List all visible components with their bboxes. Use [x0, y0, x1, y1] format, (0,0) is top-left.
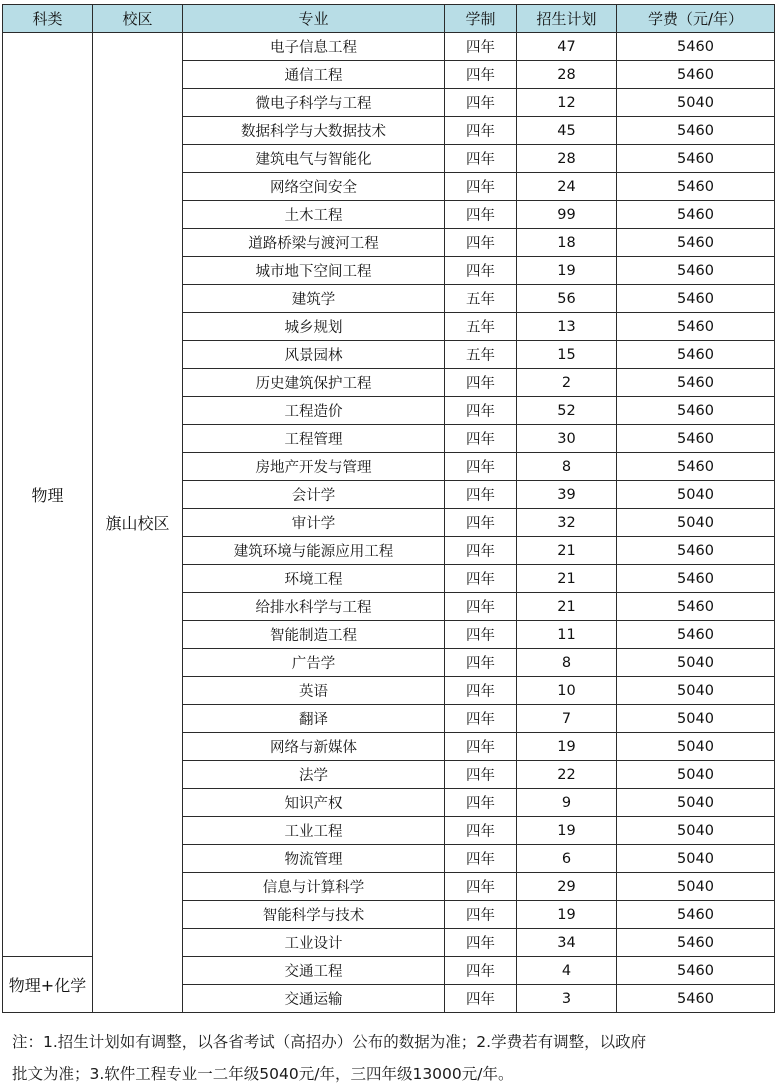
tuition-cell: 5040: [617, 89, 775, 117]
enrollment-cell: 19: [517, 733, 617, 761]
duration-cell: 四年: [445, 89, 517, 117]
duration-cell: 四年: [445, 201, 517, 229]
enrollment-cell: 19: [517, 901, 617, 929]
major-cell: 数据科学与大数据技术: [183, 117, 445, 145]
footnote: [12, 1026, 768, 1090]
tuition-cell: 5460: [617, 61, 775, 89]
enrollment-cell: 52: [517, 397, 617, 425]
tuition-cell: 5460: [617, 145, 775, 173]
enrollment-cell: 21: [517, 537, 617, 565]
duration-cell: 四年: [445, 509, 517, 537]
duration-cell: 四年: [445, 873, 517, 901]
major-cell: 风景园林: [183, 341, 445, 369]
tuition-cell: 5040: [617, 509, 775, 537]
duration-cell: 四年: [445, 369, 517, 397]
header-campus: 校区: [93, 5, 183, 33]
enrollment-cell: 18: [517, 229, 617, 257]
duration-cell: 四年: [445, 229, 517, 257]
duration-cell: 五年: [445, 313, 517, 341]
header-duration: 学制: [445, 5, 517, 33]
duration-cell: 四年: [445, 257, 517, 285]
duration-cell: 四年: [445, 481, 517, 509]
enrollment-cell: 4: [517, 957, 617, 985]
enrollment-cell: 11: [517, 621, 617, 649]
major-cell: 智能制造工程: [183, 621, 445, 649]
duration-cell: 四年: [445, 117, 517, 145]
tuition-cell: 5460: [617, 453, 775, 481]
major-cell: 环境工程: [183, 565, 445, 593]
major-cell: 广告学: [183, 649, 445, 677]
tuition-cell: 5460: [617, 201, 775, 229]
duration-cell: 四年: [445, 761, 517, 789]
tuition-cell: 5460: [617, 397, 775, 425]
tuition-cell: 5040: [617, 789, 775, 817]
tuition-cell: 5460: [617, 117, 775, 145]
enrollment-cell: 24: [517, 173, 617, 201]
duration-cell: 五年: [445, 341, 517, 369]
tuition-cell: 5460: [617, 565, 775, 593]
header-row: [3, 5, 775, 33]
enrollment-cell: 21: [517, 565, 617, 593]
enrollment-cell: 7: [517, 705, 617, 733]
table-body: [3, 33, 775, 1013]
tuition-cell: 5460: [617, 985, 775, 1013]
footnote-line-1: 注：1.招生计划如有调整，以各省考试（高招办）公布的数据为准；2.学费若有调整，以政府: [12, 1033, 647, 1051]
major-cell: 城市地下空间工程: [183, 257, 445, 285]
enrollment-cell: 21: [517, 593, 617, 621]
category-cell: 物理: [3, 33, 93, 957]
major-cell: 英语: [183, 677, 445, 705]
enrollment-cell: 28: [517, 145, 617, 173]
duration-cell: 四年: [445, 425, 517, 453]
tuition-cell: 5460: [617, 929, 775, 957]
duration-cell: 四年: [445, 621, 517, 649]
tuition-cell: 5460: [617, 957, 775, 985]
duration-cell: 四年: [445, 901, 517, 929]
category-cell: 物理+化学: [3, 957, 93, 1013]
major-cell: 电子信息工程: [183, 33, 445, 61]
duration-cell: 四年: [445, 649, 517, 677]
tuition-cell: 5040: [617, 733, 775, 761]
major-cell: 工业工程: [183, 817, 445, 845]
enrollment-cell: 28: [517, 61, 617, 89]
major-cell: 给排水科学与工程: [183, 593, 445, 621]
major-cell: 微电子科学与工程: [183, 89, 445, 117]
enrollment-cell: 22: [517, 761, 617, 789]
tuition-cell: 5040: [617, 845, 775, 873]
enrollment-plan-table: [2, 4, 775, 1013]
major-cell: 土木工程: [183, 201, 445, 229]
major-cell: 历史建筑保护工程: [183, 369, 445, 397]
enrollment-cell: 8: [517, 649, 617, 677]
table-row: [3, 33, 775, 61]
tuition-cell: 5460: [617, 593, 775, 621]
tuition-cell: 5040: [617, 873, 775, 901]
tuition-cell: 5040: [617, 649, 775, 677]
tuition-cell: 5040: [617, 677, 775, 705]
enrollment-cell: 34: [517, 929, 617, 957]
tuition-cell: 5460: [617, 33, 775, 61]
duration-cell: 四年: [445, 845, 517, 873]
enrollment-cell: 19: [517, 817, 617, 845]
tuition-cell: 5460: [617, 425, 775, 453]
major-cell: 信息与计算科学: [183, 873, 445, 901]
duration-cell: 四年: [445, 537, 517, 565]
footnote-line-2: 批文为准；3.软件工程专业一二年级5040元/年，三四年级13000元/年。: [12, 1065, 514, 1083]
duration-cell: 四年: [445, 985, 517, 1013]
duration-cell: 四年: [445, 565, 517, 593]
enrollment-cell: 32: [517, 509, 617, 537]
enrollment-cell: 29: [517, 873, 617, 901]
major-cell: 会计学: [183, 481, 445, 509]
tuition-cell: 5460: [617, 313, 775, 341]
major-cell: 工程管理: [183, 425, 445, 453]
major-cell: 通信工程: [183, 61, 445, 89]
duration-cell: 四年: [445, 61, 517, 89]
campus-cell: 旗山校区: [93, 33, 183, 1013]
major-cell: 工程造价: [183, 397, 445, 425]
enrollment-cell: 8: [517, 453, 617, 481]
major-cell: 物流管理: [183, 845, 445, 873]
duration-cell: 四年: [445, 789, 517, 817]
tuition-cell: 5460: [617, 285, 775, 313]
enrollment-cell: 2: [517, 369, 617, 397]
header-major: 专业: [183, 5, 445, 33]
tuition-cell: 5460: [617, 341, 775, 369]
enrollment-cell: 13: [517, 313, 617, 341]
enrollment-cell: 39: [517, 481, 617, 509]
tuition-cell: 5040: [617, 817, 775, 845]
duration-cell: 四年: [445, 677, 517, 705]
duration-cell: 四年: [445, 145, 517, 173]
tuition-cell: 5460: [617, 621, 775, 649]
major-cell: 道路桥梁与渡河工程: [183, 229, 445, 257]
tuition-cell: 5460: [617, 901, 775, 929]
duration-cell: 四年: [445, 33, 517, 61]
enrollment-cell: 15: [517, 341, 617, 369]
duration-cell: 四年: [445, 957, 517, 985]
major-cell: 房地产开发与管理: [183, 453, 445, 481]
major-cell: 网络空间安全: [183, 173, 445, 201]
enrollment-cell: 56: [517, 285, 617, 313]
enrollment-cell: 30: [517, 425, 617, 453]
tuition-cell: 5040: [617, 705, 775, 733]
duration-cell: 四年: [445, 173, 517, 201]
major-cell: 建筑电气与智能化: [183, 145, 445, 173]
tuition-cell: 5460: [617, 173, 775, 201]
tuition-cell: 5040: [617, 761, 775, 789]
tuition-cell: 5460: [617, 537, 775, 565]
enrollment-cell: 19: [517, 257, 617, 285]
major-cell: 城乡规划: [183, 313, 445, 341]
duration-cell: 四年: [445, 397, 517, 425]
enrollment-cell: 12: [517, 89, 617, 117]
enrollment-cell: 99: [517, 201, 617, 229]
enrollment-cell: 45: [517, 117, 617, 145]
major-cell: 审计学: [183, 509, 445, 537]
tuition-cell: 5460: [617, 257, 775, 285]
enrollment-cell: 9: [517, 789, 617, 817]
enrollment-cell: 10: [517, 677, 617, 705]
header-enrollment: 招生计划: [517, 5, 617, 33]
duration-cell: 四年: [445, 453, 517, 481]
tuition-cell: 5460: [617, 369, 775, 397]
duration-cell: 四年: [445, 705, 517, 733]
major-cell: 交通工程: [183, 957, 445, 985]
header-category: 科类: [3, 5, 93, 33]
major-cell: 网络与新媒体: [183, 733, 445, 761]
enrollment-cell: 47: [517, 33, 617, 61]
tuition-cell: 5460: [617, 229, 775, 257]
duration-cell: 四年: [445, 929, 517, 957]
major-cell: 法学: [183, 761, 445, 789]
major-cell: 建筑环境与能源应用工程: [183, 537, 445, 565]
duration-cell: 四年: [445, 817, 517, 845]
major-cell: 工业设计: [183, 929, 445, 957]
header-tuition: 学费（元/年）: [617, 5, 775, 33]
major-cell: 知识产权: [183, 789, 445, 817]
major-cell: 建筑学: [183, 285, 445, 313]
major-cell: 翻译: [183, 705, 445, 733]
duration-cell: 五年: [445, 285, 517, 313]
duration-cell: 四年: [445, 733, 517, 761]
tuition-cell: 5040: [617, 481, 775, 509]
duration-cell: 四年: [445, 593, 517, 621]
major-cell: 智能科学与技术: [183, 901, 445, 929]
enrollment-cell: 3: [517, 985, 617, 1013]
major-cell: 交通运输: [183, 985, 445, 1013]
enrollment-cell: 6: [517, 845, 617, 873]
